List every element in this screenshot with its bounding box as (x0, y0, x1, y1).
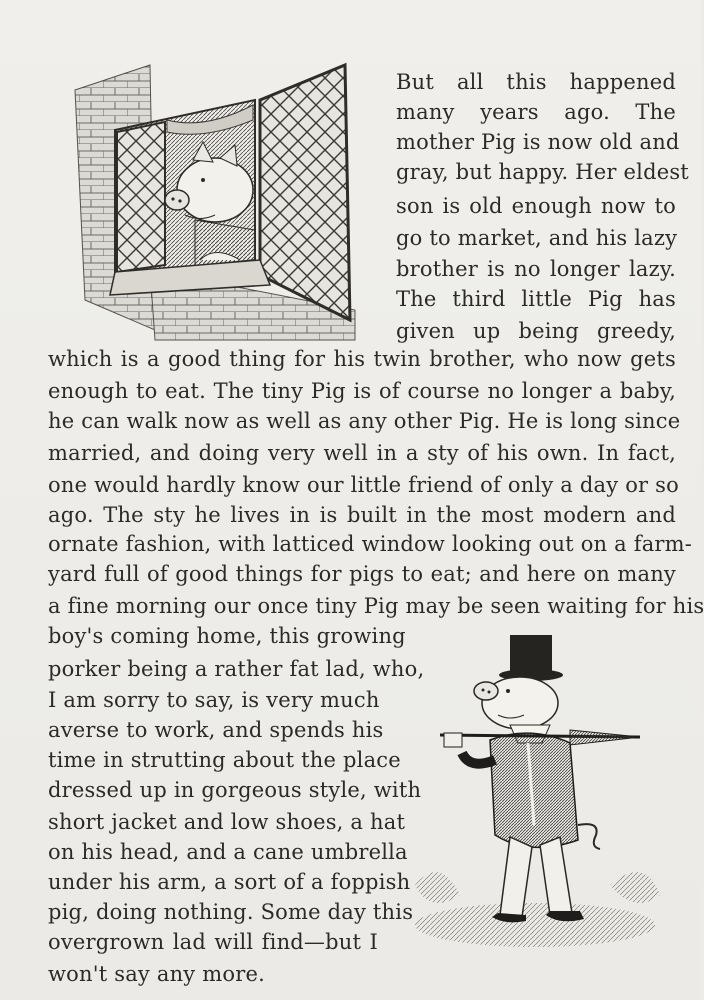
text-line: many years ago. The (396, 100, 676, 124)
text-line: won't say any more. (48, 962, 265, 986)
text-line: porker being a rather fat lad, who, (48, 657, 425, 681)
text-line: averse to work, and spends his (48, 718, 384, 742)
text-line: brother is no longer lazy. (396, 257, 676, 281)
text-line: he can walk now as well as any other Pig. He is long since (48, 409, 681, 433)
text-line: dressed up in gorgeous style, with (48, 778, 422, 802)
text-line: The third little Pig has (396, 287, 676, 311)
text-line: given up being greedy, (396, 319, 676, 343)
text-line: overgrown lad will find—but I (48, 930, 378, 954)
text-line: boy's coming home, this growing (48, 624, 406, 648)
text-line: which is a good thing for his twin brother, who now gets (48, 347, 676, 371)
text-line: a fine morning our once tiny Pig may be seen waiting for his (48, 594, 704, 618)
text-line: I am sorry to say, is very much (48, 688, 380, 712)
text-line: under his arm, a sort of a foppish (48, 870, 411, 894)
text-line: enough to eat. The tiny Pig is of course no longer a baby, (48, 379, 676, 403)
text-line: gray, but happy. Her eldest (396, 160, 689, 184)
text-line: married, and doing very well in a sty of his own. In fact, (48, 441, 676, 465)
text-line: pig, doing nothing. Some day this (48, 900, 414, 924)
text-line: mother Pig is now old and (396, 130, 680, 154)
text-line: short jacket and low shoes, a hat (48, 810, 406, 834)
text-line: on his head, and a cane umbrella (48, 840, 408, 864)
text-line: go to market, and his lazy (396, 226, 678, 250)
text-line: son is old enough now to (396, 194, 676, 218)
text-line: But all this happened (396, 70, 676, 94)
dandy-pig-illustration (400, 625, 670, 955)
window-pig-illustration (55, 60, 375, 340)
text-line: ornate fashion, with latticed window looking out on a farm- (48, 532, 693, 556)
text-line: one would hardly know our little friend of only a day or so (48, 473, 679, 497)
text-line: time in strutting about the place (48, 748, 401, 772)
text-line: yard full of good things for pigs to eat; and here on many (48, 562, 676, 586)
text-line: ago. The sty he lives in is built in the most modern and (48, 503, 676, 527)
